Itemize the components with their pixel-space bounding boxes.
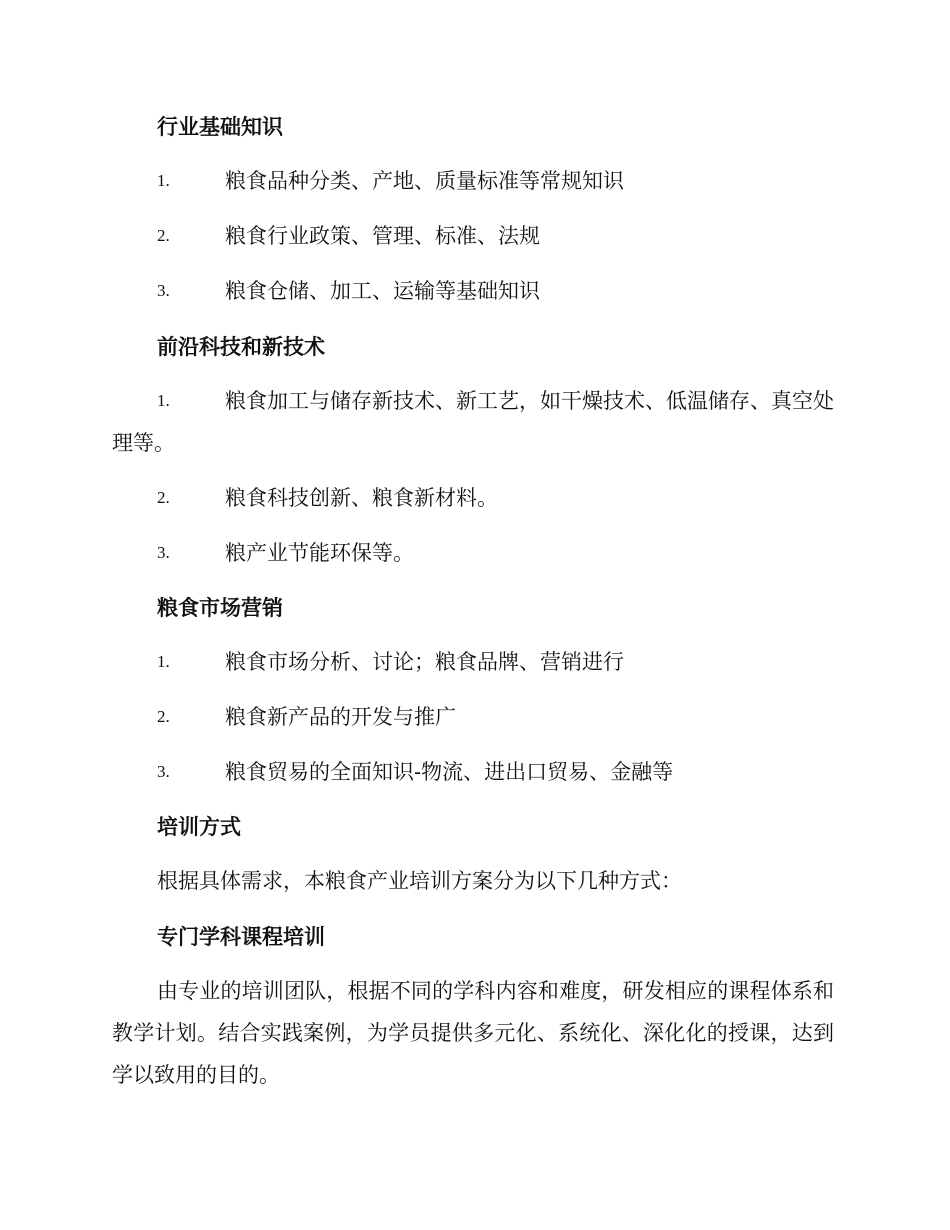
list-item-number: 1.	[157, 391, 170, 410]
section-heading-grain-marketing: 粮食市场营销	[157, 596, 283, 620]
list-item	[112, 696, 834, 738]
list-item	[112, 270, 834, 312]
list-item	[112, 215, 834, 257]
list-item	[112, 751, 834, 793]
list-item-number: 3.	[157, 281, 170, 300]
list-item-number: 3.	[157, 762, 170, 781]
list-item-text: 粮食行业政策、管理、标准、法规	[225, 224, 540, 248]
list-item-number: 3.	[157, 543, 170, 562]
section-heading-specialized-courses: 专门学科课程培训	[157, 925, 325, 949]
list-item	[112, 380, 834, 464]
list-item-text: 粮食贸易的全面知识-物流、进出口贸易、金融等	[225, 760, 674, 784]
list-item-number: 2.	[157, 488, 170, 507]
list-item-number: 2.	[157, 707, 170, 726]
paragraph: 根据具体需求，本粮食产业培训方案分为以下几种方式：	[157, 869, 682, 893]
section-heading-industry-basics: 行业基础知识	[157, 115, 283, 139]
list-item-text: 粮食加工与储存新技术、新工艺，如干燥技术、低温储存、真空处理等。	[112, 389, 834, 455]
list-item-text: 粮食仓储、加工、运输等基础知识	[225, 279, 540, 303]
section-heading-training-methods: 培训方式	[157, 815, 241, 839]
list-item	[112, 532, 834, 574]
list-item-text: 粮食新产品的开发与推广	[225, 705, 456, 729]
paragraph: 由专业的培训团队，根据不同的学科内容和难度，研发相应的课程体系和教学计划。结合实践案例，为学员提供多元化、系统化、深化化的授课，达到学以致用的目的。	[112, 979, 834, 1087]
list-item-text: 粮食品种分类、产地、质量标准等常规知识	[225, 169, 624, 193]
list-item-number: 1.	[157, 171, 170, 190]
list-item-text: 粮食市场分析、讨论；粮食品牌、营销进行	[225, 650, 624, 674]
list-item	[112, 641, 834, 683]
list-item-number: 1.	[157, 652, 170, 671]
list-item	[112, 477, 834, 519]
list-item-text: 粮产业节能环保等。	[225, 541, 414, 565]
list-item-text: 粮食科技创新、粮食新材料。	[225, 486, 498, 510]
section-heading-frontier-tech: 前沿科技和新技术	[157, 335, 325, 359]
list-item-number: 2.	[157, 226, 170, 245]
list-item	[112, 160, 834, 202]
